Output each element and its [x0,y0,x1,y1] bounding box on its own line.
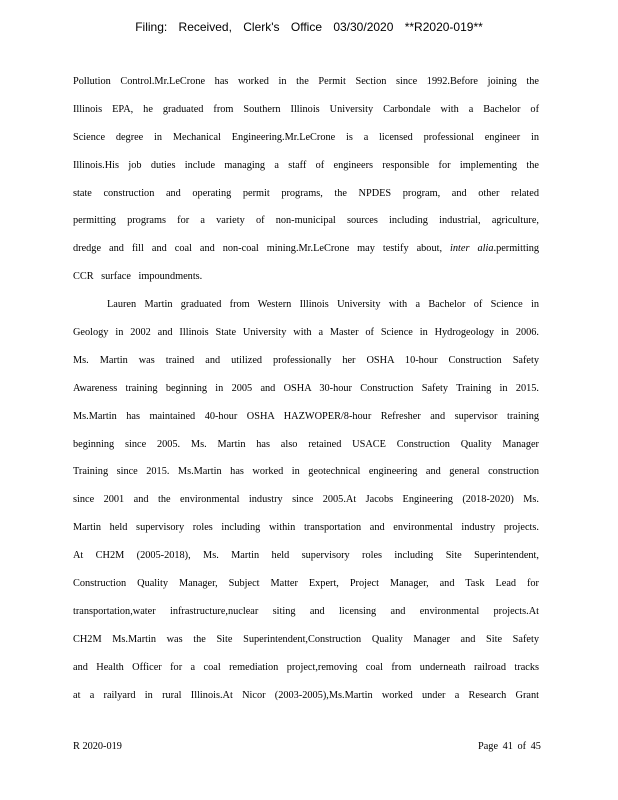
text-line: since 2001 and the environmental industry since 2005.At Jacobs Engineering (2018-2020) Ms. [73,494,539,506]
text-line: CCR surface impoundments. [73,271,203,283]
document-body [73,68,539,709]
text-line: At CH2M (2005-2018), Ms. Martin held supervisory roles including Site Superintendent, [73,550,539,562]
footer-docket-number: R 2020-019 [73,741,122,752]
italic-phrase: inter alia [450,243,494,255]
text-line: CH2M Ms.Martin was the Site Superintendent,Construction Quality Manager and Site Safety [73,633,539,645]
text-line: beginning since 2005. Ms. Martin has also retained USACE Construction Quality Manager [73,438,539,450]
text-line: permitting programs for a variety of non-municipal sources including industrial, agriculture, [73,215,539,227]
text-line: Construction Quality Manager, Subject Matter Expert, Project Manager, and Task Lead for [73,578,539,590]
text-line: transportation,water infrastructure,nuclear siting and licensing and environmental projects.At [73,605,539,617]
text-line: Pollution Control.Mr.LeCrone has worked in the Permit Section since 1992.Before joining the [73,76,539,87]
text-segment: .permitting [493,243,539,255]
text-line: Ms. Martin was trained and utilized professionally her OSHA 10-hour Construction Safety [73,354,539,366]
footer-page-number: Page 41 of 45 [478,741,541,752]
text-line: and Health Officer for a coal remediation project,removing coal from underneath railroad tracks [73,661,539,673]
text-line: Awareness training beginning in 2005 and OSHA 30-hour Construction Safety Training in 2015. [73,382,539,394]
text-line: Illinois.His job duties include managing a staff of engineers responsible for implementing the [73,159,539,171]
text-line: Geology in 2002 and Illinois State University with a Master of Science in Hydrogeology in 2006. [73,327,539,339]
text-line-with-italic [73,235,539,263]
filing-header: Filing: Received, Clerk's Office 03/30/2020 **R2020-019** [135,20,483,34]
text-segment: dredge and fill and coal and non-coal mining.Mr.LeCrone may testify about, [73,243,451,255]
text-line: Illinois EPA, he graduated from Southern Illinois University Carbondale with a Bachelor of [73,103,539,115]
text-line: at a railyard in rural Illinois.At Nicor (2003-2005),Ms.Martin worked under a Research Grant [73,689,539,701]
text-line: state construction and operating permit programs, the NPDES program, and other related [73,187,539,199]
text-line: Ms.Martin has maintained 40-hour OSHA HAZWOPER/8-hour Refresher and supervisor training [73,410,539,422]
text-line: Science degree in Mechanical Engineering.Mr.LeCrone is a licensed professional engineer in [73,131,539,143]
text-line: Lauren Martin graduated from Western Illinois University with a Bachelor of Science in [107,299,539,311]
text-line: Martin held supervisory roles including within transportation and environmental industry projects. [73,522,539,534]
text-line: Training since 2015. Ms.Martin has worked in geotechnical engineering and general construction [73,466,539,478]
